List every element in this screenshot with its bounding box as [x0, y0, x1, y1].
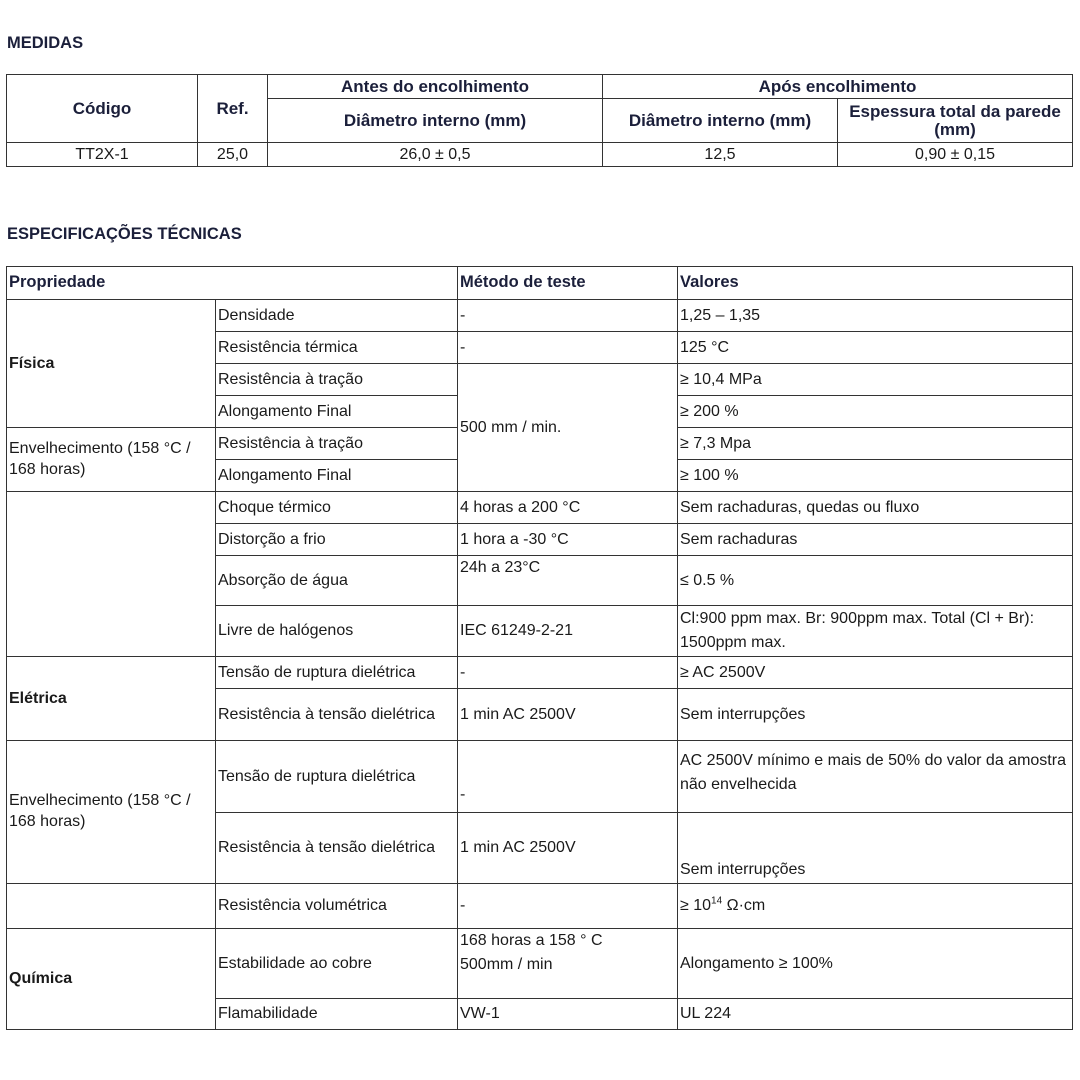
cell-codigo: TT2X-1: [7, 143, 198, 167]
metodo-absorcao-agua: 24h a 23°C: [458, 556, 678, 606]
metodo-distorcao-frio: 1 hora a -30 °C: [458, 524, 678, 556]
metodo-ruptura-dieletrica-1: -: [458, 657, 678, 689]
valor-volumetrica-suffix: Ω·cm: [722, 897, 766, 915]
prop-flamabilidade: Flamabilidade: [216, 999, 458, 1030]
table-row: [7, 657, 1073, 689]
prop-resistencia-tracao-1: Resistência à tração: [216, 364, 458, 396]
medidas-header-row-1: [7, 75, 1073, 99]
prop-estabilidade-cobre: Estabilidade ao cobre: [216, 929, 458, 999]
valor-absorcao-agua: ≤ 0.5 %: [678, 556, 1073, 606]
valor-volumetrica-prefix: ≥ 10: [680, 897, 712, 915]
prop-resistencia-volumetrica: Resistência volumétrica: [216, 884, 458, 929]
prop-absorcao-agua: Absorção de água: [216, 556, 458, 606]
valor-volumetrica-exponent: 14: [711, 896, 723, 908]
metodo-estabilidade-line-1: 168 horas a 158 ° C: [460, 932, 603, 949]
header-apos: Após encolhimento: [603, 75, 1073, 99]
valor-livre-halogenos: Cl:900 ppm max. Br: 900ppm max. Total (Cl + Br): 1500ppm max.: [678, 606, 1073, 657]
prop-livre-halogenos: Livre de halógenos: [216, 606, 458, 657]
valor-resistencia-tensao-2: Sem interrupções: [678, 813, 1073, 884]
metodo-livre-halogenos: IEC 61249-2-21: [458, 606, 678, 657]
category-eletrica: Elétrica: [7, 657, 216, 741]
prop-distorcao-frio: Distorção a frio: [216, 524, 458, 556]
header-valores: Valores: [678, 267, 1073, 300]
metodo-resistencia-termica: -: [458, 332, 678, 364]
specs-title: ESPECIFICAÇÕES TÉCNICAS: [7, 225, 242, 243]
valor-resistencia-volumetrica: [678, 884, 1073, 929]
valor-alongamento-1: ≥ 200 %: [678, 396, 1073, 428]
specs-table: [6, 266, 1073, 1030]
metodo-estabilidade-cobre: [458, 929, 678, 999]
table-row: [7, 300, 1073, 332]
cell-ref: 25,0: [198, 143, 268, 167]
cell-antes-diametro: 26,0 ± 0,5: [268, 143, 603, 167]
metodo-choque-termico: 4 horas a 200 °C: [458, 492, 678, 524]
metodo-flamabilidade: VW-1: [458, 999, 678, 1030]
metodo-densidade: -: [458, 300, 678, 332]
valor-densidade: 1,25 – 1,35: [678, 300, 1073, 332]
prop-ruptura-dieletrica-2: Tensão de ruptura dielétrica: [216, 741, 458, 813]
prop-alongamento-1: Alongamento Final: [216, 396, 458, 428]
prop-densidade: Densidade: [216, 300, 458, 332]
medidas-table: [6, 74, 1073, 167]
valor-ruptura-dieletrica-1: ≥ AC 2500V: [678, 657, 1073, 689]
metodo-resistencia-tensao-1: 1 min AC 2500V: [458, 689, 678, 741]
header-apos-diametro: Diâmetro interno (mm): [603, 99, 838, 143]
table-row: [7, 884, 1073, 929]
category-envelhecimento-1: Envelhecimento (158 °C / 168 horas): [7, 428, 216, 492]
valor-resistencia-tracao-2: ≥ 7,3 Mpa: [678, 428, 1073, 460]
header-antes: Antes do encolhimento: [268, 75, 603, 99]
category-empty-cell: [7, 492, 216, 657]
prop-choque-termico: Choque térmico: [216, 492, 458, 524]
valor-ruptura-dieletrica-2: AC 2500V mínimo e mais de 50% do valor da amostra não envelhecida: [678, 741, 1073, 813]
cell-apos-espessura: 0,90 ± 0,15: [838, 143, 1073, 167]
valor-distorcao-frio: Sem rachaduras: [678, 524, 1073, 556]
category-fisica: Física: [7, 300, 216, 428]
prop-resistencia-tracao-2: Resistência à tração: [216, 428, 458, 460]
prop-ruptura-dieletrica-1: Tensão de ruptura dielétrica: [216, 657, 458, 689]
category-empty-cell: [7, 884, 216, 929]
medidas-title: MEDIDAS: [7, 34, 84, 52]
metodo-resistencia-volumetrica: -: [458, 884, 678, 929]
table-row: [7, 741, 1073, 813]
header-propriedade: Propriedade: [7, 267, 458, 300]
specs-header-row: [7, 267, 1073, 300]
metodo-tracao: 500 mm / min.: [458, 364, 678, 492]
valor-alongamento-2: ≥ 100 %: [678, 460, 1073, 492]
header-antes-diametro: Diâmetro interno (mm): [268, 99, 603, 143]
cell-apos-diametro: 12,5: [603, 143, 838, 167]
table-row: [7, 143, 1073, 167]
prop-resistencia-termica: Resistência térmica: [216, 332, 458, 364]
metodo-resistencia-tensao-2: 1 min AC 2500V: [458, 813, 678, 884]
header-metodo: Método de teste: [458, 267, 678, 300]
header-ref: Ref.: [198, 75, 268, 143]
valor-resistencia-tensao-1: Sem interrupções: [678, 689, 1073, 741]
category-quimica: Química: [7, 929, 216, 1030]
category-envelhecimento-2: Envelhecimento (158 °C / 168 horas): [7, 741, 216, 884]
header-apos-espessura: Espessura total da parede (mm): [838, 99, 1073, 143]
valor-flamabilidade: UL 224: [678, 999, 1073, 1030]
table-row: [7, 492, 1073, 524]
table-row: [7, 929, 1073, 999]
valor-choque-termico: Sem rachaduras, quedas ou fluxo: [678, 492, 1073, 524]
prop-resistencia-tensao-2: Resistência à tensão dielétrica: [216, 813, 458, 884]
valor-resistencia-tracao-1: ≥ 10,4 MPa: [678, 364, 1073, 396]
valor-resistencia-termica: 125 °C: [678, 332, 1073, 364]
prop-resistencia-tensao-1: Resistência à tensão dielétrica: [216, 689, 458, 741]
prop-alongamento-2: Alongamento Final: [216, 460, 458, 492]
metodo-ruptura-dieletrica-2: -: [458, 741, 678, 813]
header-codigo: Código: [7, 75, 198, 143]
metodo-estabilidade-line-2: 500mm / min: [460, 956, 553, 973]
valor-estabilidade-cobre: Alongamento ≥ 100%: [678, 929, 1073, 999]
